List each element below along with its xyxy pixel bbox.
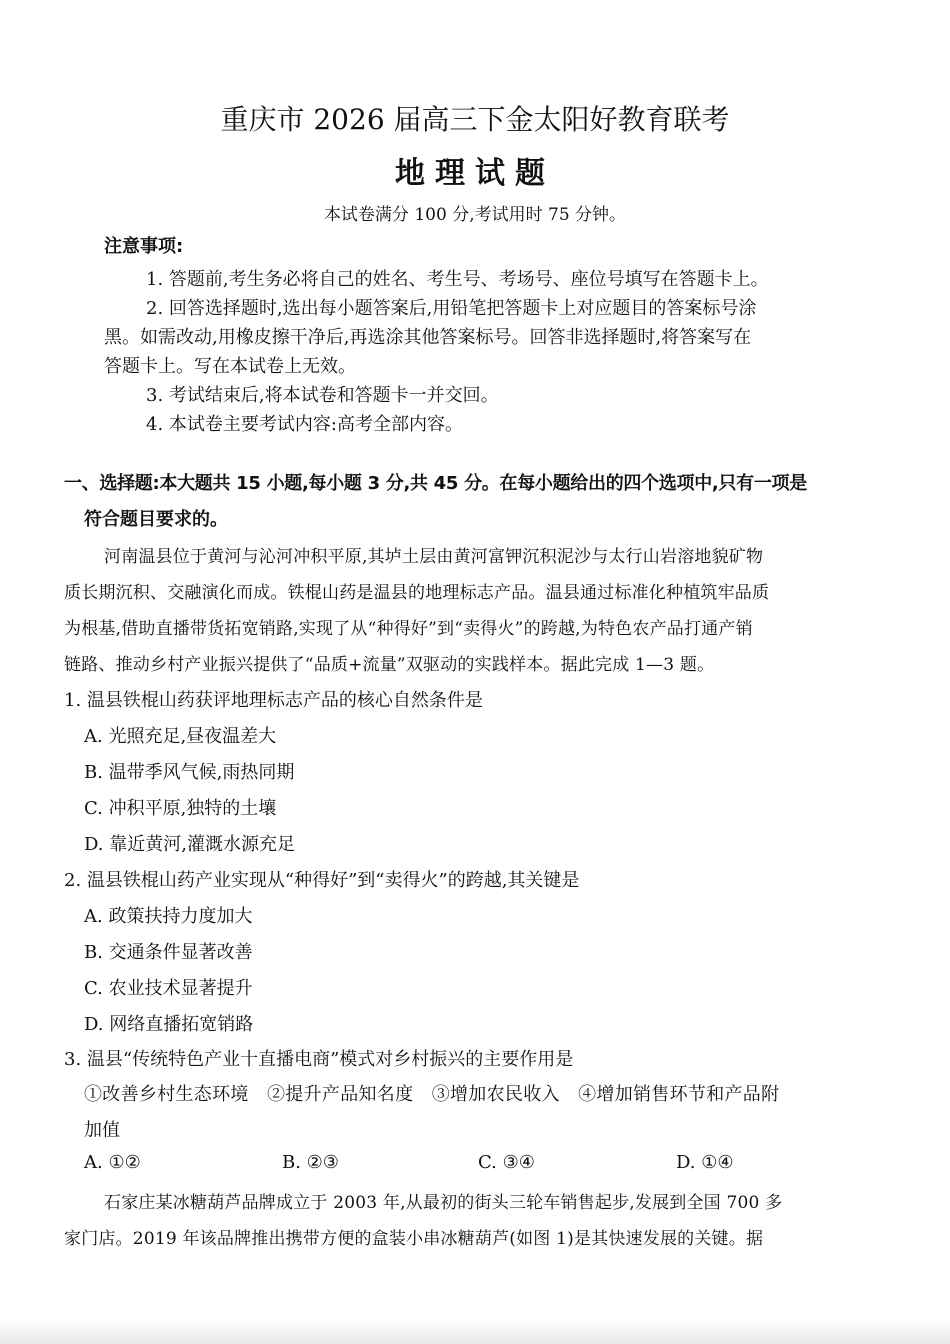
section-heading-cont: 符合题目要求的。 [84, 509, 228, 530]
exam-title: 重庆市 2026 届高三下金太阳好教育联考 [220, 103, 730, 136]
notice-line: 黑。如需改动,用橡皮擦干净后,再选涂其他答案标号。回答非选择题时,将答案写在 [104, 327, 752, 348]
question-3-option-c[interactable]: C. ③④ [478, 1152, 535, 1173]
question-2-option-d[interactable]: D. 网络直播拓宽销路 [84, 1014, 254, 1035]
notice-line: 答题卡上。写在本试卷上无效。 [104, 356, 356, 377]
notice-line: 3. 考试结束后,将本试卷和答题卡一并交回。 [146, 385, 499, 406]
question-1-option-a[interactable]: A. 光照充足,昼夜温差大 [84, 726, 277, 747]
passage-line: 河南温县位于黄河与沁河冲积平原,其垆土层由黄河富钾沉积泥沙与太行山岩溶地貌矿物 [104, 547, 764, 567]
question-3-option-b[interactable]: B. ②③ [282, 1152, 339, 1173]
question-1-option-c[interactable]: C. 冲积平原,独特的土壤 [84, 798, 277, 819]
question-3-items-cont: 加值 [84, 1120, 120, 1141]
question-1-option-b[interactable]: B. 温带季风气候,雨热同期 [84, 762, 295, 783]
question-3-stem: 3. 温县“传统特色产业十直播电商”模式对乡村振兴的主要作用是 [64, 1049, 574, 1070]
question-2-option-b[interactable]: B. 交通条件显著改善 [84, 942, 253, 963]
question-2-option-a[interactable]: A. 政策扶持力度加大 [84, 906, 253, 927]
section-heading: 一、选择题:本大题共 15 小题,每小题 3 分,共 45 分。在每小题给出的四个选项中,只有一项是 [64, 473, 807, 494]
question-1-option-d[interactable]: D. 靠近黄河,灌溉水源充足 [84, 834, 295, 855]
passage-line: 石家庄某冰糖葫芦品牌成立于 2003 年,从最初的街头三轮车销售起步,发展到全国 700 多 [104, 1193, 783, 1213]
question-2-option-c[interactable]: C. 农业技术显著提升 [84, 978, 253, 999]
exam-meta: 本试卷满分 100 分,考试用时 75 分钟。 [323, 205, 627, 225]
question-3-option-a[interactable]: A. ①② [84, 1152, 141, 1173]
notice-line: 1. 答题前,考生务必将自己的姓名、考生号、考场号、座位号填写在答题卡上。 [146, 269, 769, 290]
scan-edge-shade [0, 1318, 950, 1344]
subject-title: 地理试题 [395, 156, 555, 191]
passage-line: 质长期沉积、交融演化而成。铁棍山药是温县的地理标志产品。温县通过标准化种植筑牢品质 [64, 583, 770, 603]
notice-line: 2. 回答选择题时,选出每小题答案后,用铅笔把答题卡上对应题目的答案标号涂 [146, 298, 757, 319]
passage-line: 链路、推动乡村产业振兴提供了“品质+流量”双驱动的实践样本。据此完成 1—3 题。 [64, 655, 715, 675]
passage-line: 家门店。2019 年该品牌推出携带方便的盒装小串冰糖葫芦(如图 1)是其快速发展的关键。据 [64, 1229, 764, 1249]
notice-heading: 注意事项: [104, 236, 184, 257]
notice-line: 4. 本试卷主要考试内容:高考全部内容。 [146, 414, 463, 435]
question-1-stem: 1. 温县铁棍山药获评地理标志产品的核心自然条件是 [64, 690, 483, 711]
question-3-items: ①改善乡村生态环境 ②提升产品知名度 ③增加农民收入 ④增加销售环节和产品附 [84, 1084, 780, 1105]
question-2-stem: 2. 温县铁棍山药产业实现从“种得好”到“卖得火”的跨越,其关键是 [64, 870, 580, 891]
question-3-option-d[interactable]: D. ①④ [676, 1152, 734, 1173]
passage-line: 为根基,借助直播带货拓宽销路,实现了从“种得好”到“卖得火”的跨越,为特色农产品打通产销 [64, 619, 753, 639]
